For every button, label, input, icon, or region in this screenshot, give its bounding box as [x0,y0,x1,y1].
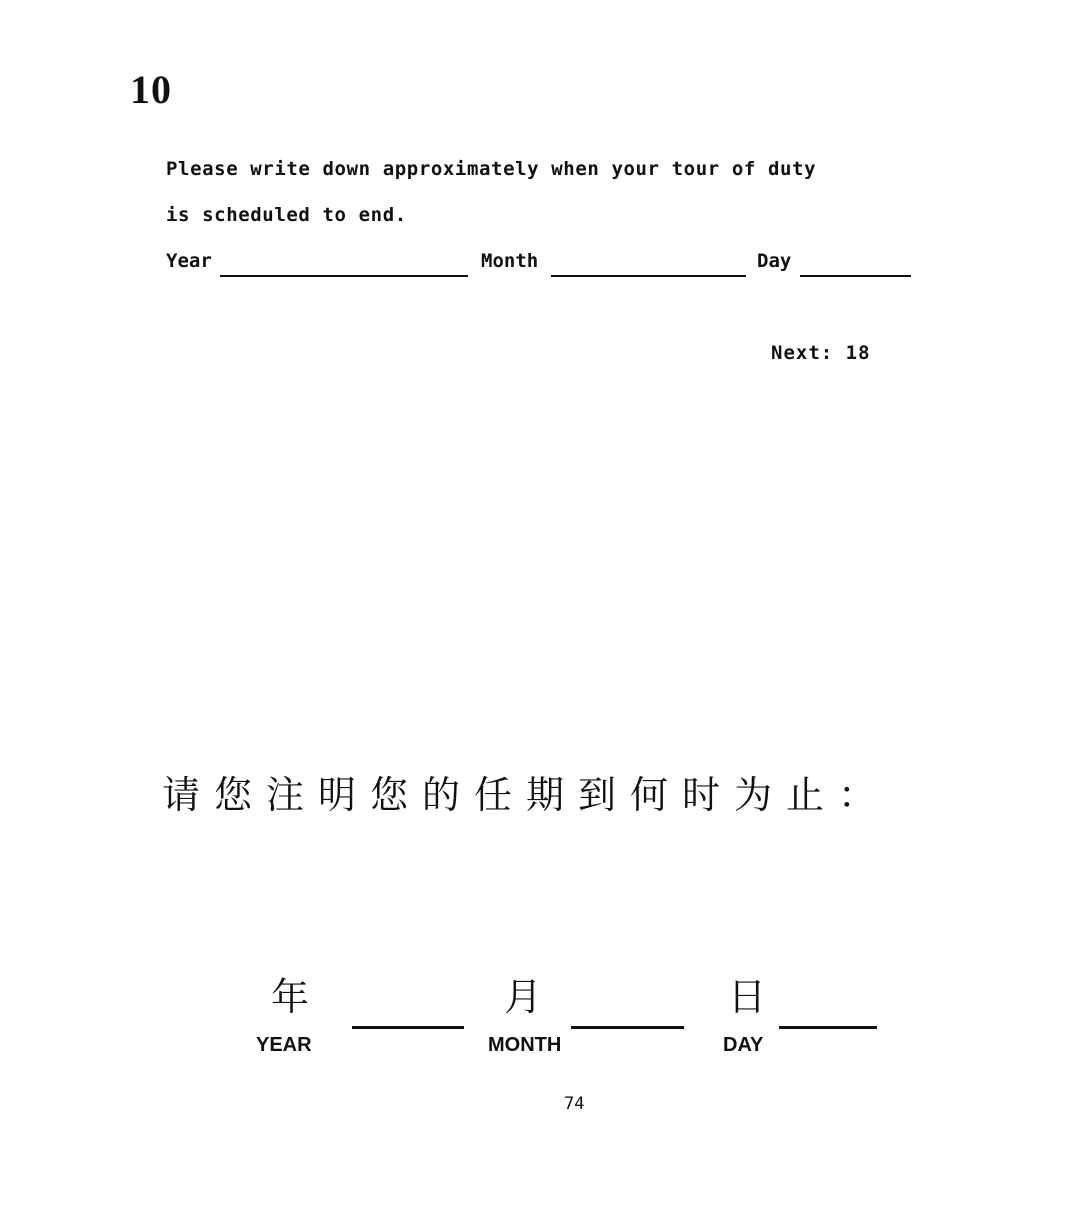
chinese-question-text: 请您注明您的任期到何时为止： [162,773,891,817]
skip-instruction: Next: 18 [771,342,871,364]
month-label: Month [481,250,539,272]
year-blank-line-chinese[interactable] [352,1026,464,1029]
question-number: 10 [130,67,172,112]
day-label: Day [757,250,792,272]
page-number: 74 [564,1094,585,1114]
year-blank-line[interactable] [220,275,468,277]
year-chinese-char: 年 [271,975,310,1019]
month-blank-line[interactable] [551,275,746,277]
day-blank-line[interactable] [800,275,911,277]
day-english-caption: DAY [723,1034,764,1056]
day-blank-line-chinese[interactable] [779,1026,877,1029]
year-english-caption: YEAR [256,1034,312,1056]
month-blank-line-chinese[interactable] [571,1026,684,1029]
month-chinese-char: 月 [504,975,543,1019]
date-blanks-english [166,250,911,280]
question-text-line-1: Please write down approximately when your tour of duty [166,158,817,180]
question-text-line-2: is scheduled to end. [166,204,407,226]
day-chinese-char: 日 [728,975,767,1019]
month-english-caption: MONTH [488,1034,562,1056]
year-label: Year [166,250,212,272]
